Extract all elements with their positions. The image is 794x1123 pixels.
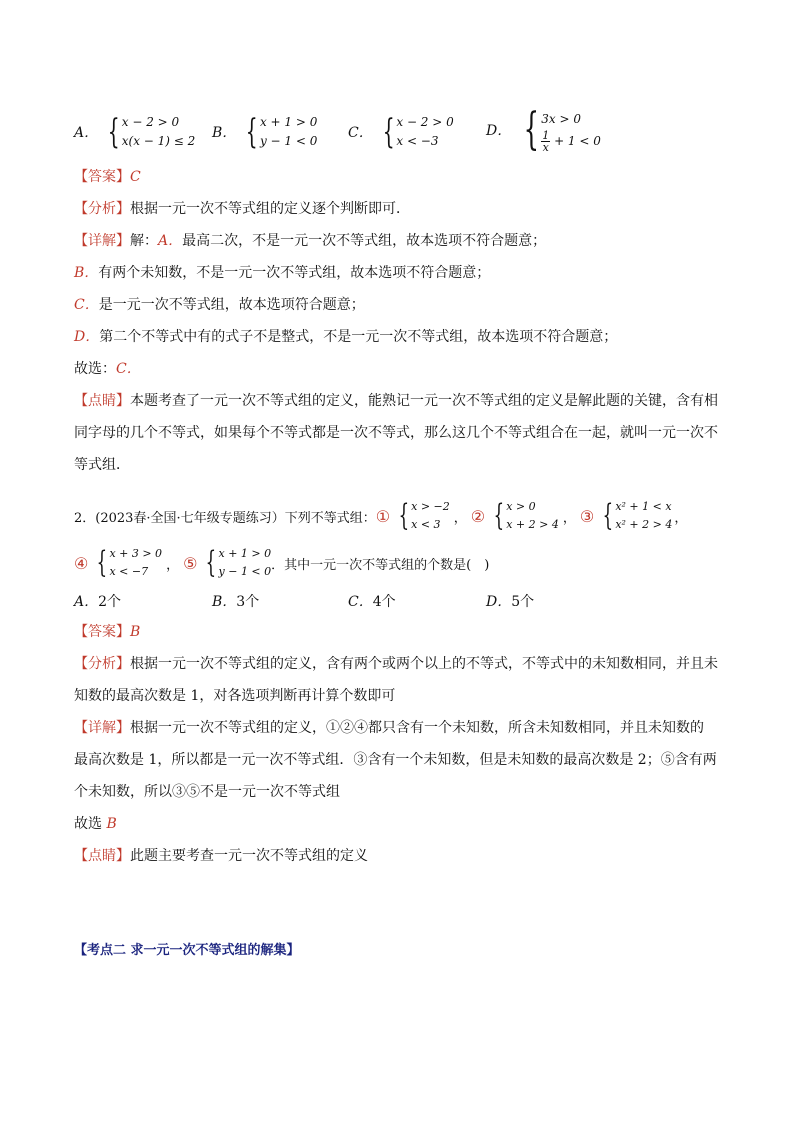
q1-detail-line (74, 263, 490, 283)
brace-icon: { (602, 498, 614, 533)
system-line: x + 1 > 0 (218, 547, 272, 560)
option-text: 2个 (98, 594, 122, 610)
option-label: D． (486, 594, 512, 610)
q2-stem-suffix: ．其中一元一次不等式组的个数是( ) (271, 557, 490, 573)
detail-lead: 解： (130, 233, 158, 249)
q1-choose (74, 359, 141, 379)
separator: ， (166, 557, 180, 573)
choose-text: 故选： (74, 361, 116, 377)
fraction (541, 130, 550, 153)
q1-comment-line (74, 455, 130, 475)
q1-detail-line (74, 231, 546, 251)
option-label: A． (74, 125, 99, 141)
q2-detail-line (74, 750, 717, 770)
option-label: B． (212, 125, 237, 141)
system-line: x > −2 (411, 500, 450, 513)
system-lines (506, 498, 559, 534)
option-label: C． (348, 125, 373, 141)
system-line: x < 3 (411, 518, 441, 531)
system-line: x + 1 > 0 (259, 115, 318, 129)
q2-option-d (486, 591, 534, 611)
q2-stem-row1 (74, 495, 687, 537)
system-line: y − 1 < 0 (218, 565, 272, 578)
system-lines (615, 498, 672, 534)
system-line: x < −7 (109, 565, 149, 578)
answer-value: C (130, 169, 141, 185)
system-line: 3x > 0 (541, 111, 581, 126)
comment-text: 等式组． (74, 457, 130, 473)
q2-detail-line (74, 782, 340, 802)
detail-text: 有两个未知数，不是一元一次不等式组，故本选项不符合题意； (98, 265, 491, 281)
system-lines (109, 545, 162, 581)
analysis-text: 知数的最高次数是 1，对各选项判断再计算个数即可 (74, 688, 396, 704)
system-mark: ⑤ (183, 553, 198, 573)
comment-text: 本题考查了一元一次不等式组的定义，能熟记一元一次不等式组的定义是解此题的关键，含有相 (130, 393, 718, 409)
q2-analysis-line (74, 654, 718, 674)
system-line-rest: + 1 < 0 (554, 133, 601, 148)
analysis-tag: 【分析】 (74, 656, 130, 672)
brace-icon: { (206, 545, 217, 580)
system-line: y − 1 < 0 (259, 134, 318, 148)
separator: ， (562, 510, 576, 526)
choose-text: 故选 (74, 816, 107, 832)
q2-option-c (348, 591, 396, 611)
system-lines (219, 545, 272, 581)
q2-analysis-line (74, 686, 395, 706)
brace-icon: { (382, 112, 395, 152)
system-line: x − 2 > 0 (121, 115, 180, 129)
q2-answer (74, 622, 140, 642)
q1-comment-line (74, 391, 718, 411)
detail-option: A． (158, 233, 183, 249)
brace-icon: { (398, 498, 410, 533)
brace-icon: { (523, 104, 540, 155)
q2-option-b (212, 591, 259, 611)
q1-analysis (74, 199, 410, 219)
q2-option-a (74, 591, 121, 611)
brace-icon: { (107, 112, 120, 152)
detail-tag: 【详解】 (74, 233, 130, 249)
analysis-text: 根据一元一次不等式组的定义逐个判断即可． (130, 201, 410, 217)
detail-option: C． (74, 297, 99, 313)
system-lines (260, 113, 317, 151)
brace-icon: { (96, 545, 108, 580)
separator: ， (674, 510, 688, 526)
q1-option-d (486, 104, 601, 156)
comment-tag: 【点睛】 (74, 848, 130, 864)
system-line: x < −3 (396, 134, 439, 148)
separator: ， (453, 510, 467, 526)
option-label: B． (212, 594, 237, 610)
system-line (541, 130, 601, 153)
system-line: x(x − 1) ≤ 2 (121, 134, 196, 148)
q1-comment-line (74, 423, 718, 443)
system-line: x + 3 > 0 (109, 547, 163, 560)
option-label: C． (348, 594, 373, 610)
detail-option: B． (74, 265, 99, 281)
comment-text: 此题主要考查一元一次不等式组的定义 (130, 848, 368, 864)
system-mark: ② (470, 506, 486, 526)
option-label: D． (486, 123, 512, 139)
detail-tag: 【详解】 (74, 720, 130, 736)
system-mark: ④ (74, 553, 89, 573)
q1-detail-line (74, 327, 617, 347)
q1-option-c (348, 112, 454, 152)
option-text: 3个 (236, 594, 260, 610)
detail-option: D． (74, 329, 100, 345)
system-line: x > 0 (506, 500, 536, 513)
detail-text: 最高次数是 1，所以都是一元一次不等式组．③含有一个未知数，但是未知数的最高次数是 2；⑤含有两 (74, 752, 717, 768)
system-lines (541, 108, 601, 153)
analysis-tag: 【分析】 (74, 201, 130, 217)
answer-tag: 【答案】 (74, 624, 130, 640)
option-text: 4个 (372, 594, 396, 610)
detail-text: 最高二次，不是一元一次不等式组，故本选项不符合题意； (182, 233, 547, 249)
system-line: x² + 2 > 4 (615, 518, 673, 531)
comment-text: 同字母的几个不等式，如果每个不等式都是一次不等式，那么这几个不等式组合在一起，就叫一元一次不 (74, 425, 718, 441)
system-line: x − 2 > 0 (396, 115, 454, 129)
system-mark: ③ (579, 506, 595, 526)
q2-stem-row2 (74, 542, 489, 584)
choose-option: B (106, 816, 117, 832)
detail-text: 根据一元一次不等式组的定义，①②④都只含有一个未知数，所含未知数相同，并且未知数的 (130, 720, 704, 736)
q1-option-a (74, 112, 195, 152)
q2-choose (74, 814, 117, 834)
answer-tag: 【答案】 (74, 169, 130, 185)
system-line: x + 2 > 4 (506, 518, 559, 531)
q1-answer (74, 167, 141, 187)
comment-tag: 【点睛】 (74, 393, 130, 409)
detail-text: 第二个不等式中有的式子不是整式，不是一元一次不等式组，故本选项不符合题意； (99, 329, 618, 345)
q1-option-b (212, 112, 317, 152)
system-mark: ① (375, 506, 391, 526)
fraction-denominator: x (542, 140, 549, 154)
choose-option: C． (116, 361, 141, 377)
fraction-numerator: 1 (542, 128, 550, 142)
system-lines (122, 113, 196, 151)
section-title: 【考点二 求一元一次不等式组的解集】 (74, 943, 300, 958)
detail-text: 个未知数，所以③⑤不是一元一次不等式组 (74, 784, 340, 800)
system-lines (396, 113, 453, 151)
q2-stem-prefix: 2．(2023春·全国·七年级专题练习）下列不等式组： (74, 510, 376, 526)
analysis-text: 根据一元一次不等式组的定义，含有两个或两个以上的不等式，不等式中的未知数相同，并且未 (130, 656, 718, 672)
option-text: 5个 (511, 594, 535, 610)
q2-detail-line (74, 718, 704, 738)
system-lines (411, 498, 450, 534)
brace-icon: { (493, 498, 505, 533)
system-line: x² + 1 < x (615, 500, 672, 513)
brace-icon: { (246, 112, 258, 152)
answer-value: B (130, 624, 141, 640)
option-label: A． (74, 594, 99, 610)
detail-text: 是一元一次不等式组，故本选项符合题意； (98, 297, 365, 313)
q1-detail-line (74, 295, 365, 315)
q2-comment (74, 846, 368, 866)
